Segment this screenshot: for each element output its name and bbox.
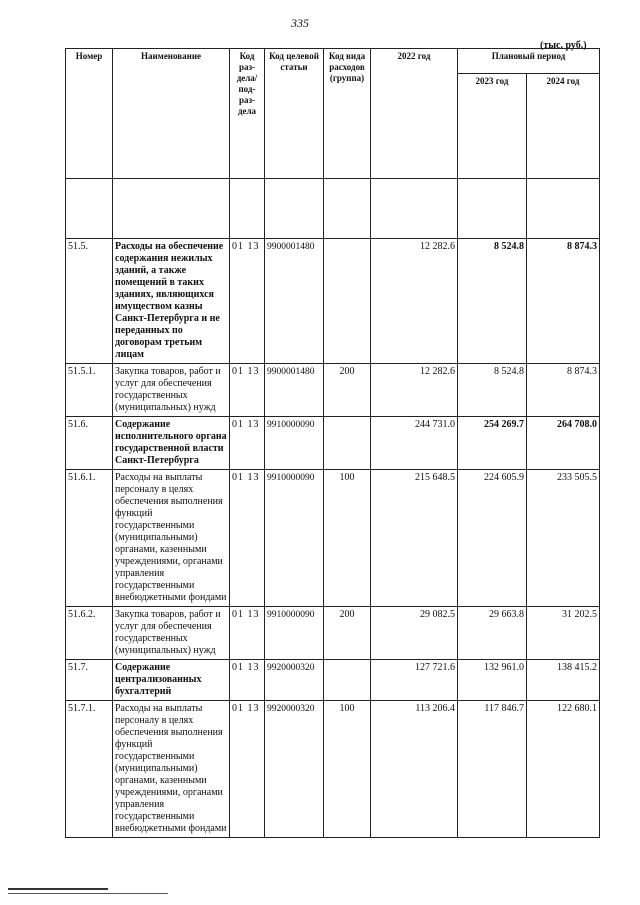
row-2023: 132 961.0 xyxy=(458,660,527,701)
table-body xyxy=(66,179,600,838)
row-target: 9920000320 xyxy=(265,701,324,838)
page-number: 335 xyxy=(291,16,309,30)
row-2024: 31 202.5 xyxy=(527,607,600,660)
row-name: Содержание централизованных бухгалтерий xyxy=(113,660,230,701)
row-number: 51.7. xyxy=(66,660,113,701)
table-row xyxy=(66,660,600,701)
row-target: 9900001480 xyxy=(265,364,324,417)
row-section: 01 13 xyxy=(230,607,265,660)
budget-table xyxy=(65,48,600,838)
row-number: 51.6.1. xyxy=(66,470,113,607)
row-2022: 12 282.6 xyxy=(371,239,458,364)
table-row xyxy=(66,701,600,838)
row-section: 01 13 xyxy=(230,239,265,364)
row-2023: 254 269.7 xyxy=(458,417,527,470)
table-row xyxy=(66,239,600,364)
row-name: Расходы на выплаты персоналу в целях обеспечения выполнения функций государственными (муниципальными) органами, казенными учреждениями, органами управления государственными внебюджетными фондами xyxy=(113,470,230,607)
row-section: 01 13 xyxy=(230,417,265,470)
row-number: 51.6.2. xyxy=(66,607,113,660)
row-number: 51.6. xyxy=(66,417,113,470)
row-expense-type: 200 xyxy=(324,364,371,417)
row-2024: 138 415.2 xyxy=(527,660,600,701)
row-section: 01 13 xyxy=(230,470,265,607)
header-target: Код целевой статьи xyxy=(265,49,324,179)
table-row xyxy=(66,470,600,607)
row-name: Расходы на выплаты персоналу в целях обеспечения выполнения функций государственными (муниципальными) органами, казенными учреждениями, органами управления государственными внебюджетными фондами xyxy=(113,701,230,838)
row-2024: 264 708.0 xyxy=(527,417,600,470)
footer-rule-secondary xyxy=(8,893,168,894)
header-2024: 2024 год xyxy=(527,74,600,179)
row-2022: 215 648.5 xyxy=(371,470,458,607)
footer-rule xyxy=(8,888,108,890)
header-planned-period: Плановый период xyxy=(458,49,600,74)
row-2022: 244 731.0 xyxy=(371,417,458,470)
row-number: 51.5.1. xyxy=(66,364,113,417)
row-expense-type: 100 xyxy=(324,470,371,607)
row-name: Содержание исполнительного органа государственной власти Санкт-Петербурга xyxy=(113,417,230,470)
row-2023: 117 846.7 xyxy=(458,701,527,838)
row-expense-type xyxy=(324,239,371,364)
table-row xyxy=(66,364,600,417)
row-2022: 29 082.5 xyxy=(371,607,458,660)
row-number: 51.5. xyxy=(66,239,113,364)
row-name: Закупка товаров, работ и услуг для обеспечения государственных (муниципальных) нужд xyxy=(113,607,230,660)
header-expense-type: Код вида расходов (группа) xyxy=(324,49,371,179)
row-2023: 224 605.9 xyxy=(458,470,527,607)
row-2022: 127 721.6 xyxy=(371,660,458,701)
row-2023: 8 524.8 xyxy=(458,239,527,364)
row-target: 9900001480 xyxy=(265,239,324,364)
row-2022: 12 282.6 xyxy=(371,364,458,417)
row-expense-type: 100 xyxy=(324,701,371,838)
spacer-row xyxy=(66,179,600,239)
row-number: 51.7.1. xyxy=(66,701,113,838)
row-target: 9910000090 xyxy=(265,417,324,470)
row-2024: 122 680.1 xyxy=(527,701,600,838)
row-target: 9910000090 xyxy=(265,470,324,607)
row-expense-type: 200 xyxy=(324,607,371,660)
header-2022: 2022 год xyxy=(371,49,458,179)
row-section: 01 13 xyxy=(230,364,265,417)
row-2022: 113 206.4 xyxy=(371,701,458,838)
row-expense-type xyxy=(324,660,371,701)
header-name: Наименование xyxy=(113,49,230,179)
units-label: (тыс. руб.) xyxy=(540,40,587,51)
row-2024: 8 874.3 xyxy=(527,239,600,364)
row-2023: 29 663.8 xyxy=(458,607,527,660)
row-section: 01 13 xyxy=(230,660,265,701)
header-number: Номер xyxy=(66,49,113,179)
row-section: 01 13 xyxy=(230,701,265,838)
row-expense-type xyxy=(324,417,371,470)
row-2023: 8 524.8 xyxy=(458,364,527,417)
row-name: Расходы на обеспечение содержания нежилых зданий, а также помещений в таких зданиях, являющихся имуществом казны Санкт-Петербурга и не переданных по договорам третьим лицам xyxy=(113,239,230,364)
header-section: Код раз-дела/ под-раз-дела xyxy=(230,49,265,179)
row-name: Закупка товаров, работ и услуг для обеспечения государственных (муниципальных) нужд xyxy=(113,364,230,417)
row-2024: 8 874.3 xyxy=(527,364,600,417)
table-row xyxy=(66,607,600,660)
table-header xyxy=(66,49,600,179)
row-target: 9910000090 xyxy=(265,607,324,660)
header-2023: 2023 год xyxy=(458,74,527,179)
table-row xyxy=(66,417,600,470)
row-target: 9920000320 xyxy=(265,660,324,701)
row-2024: 233 505.5 xyxy=(527,470,600,607)
